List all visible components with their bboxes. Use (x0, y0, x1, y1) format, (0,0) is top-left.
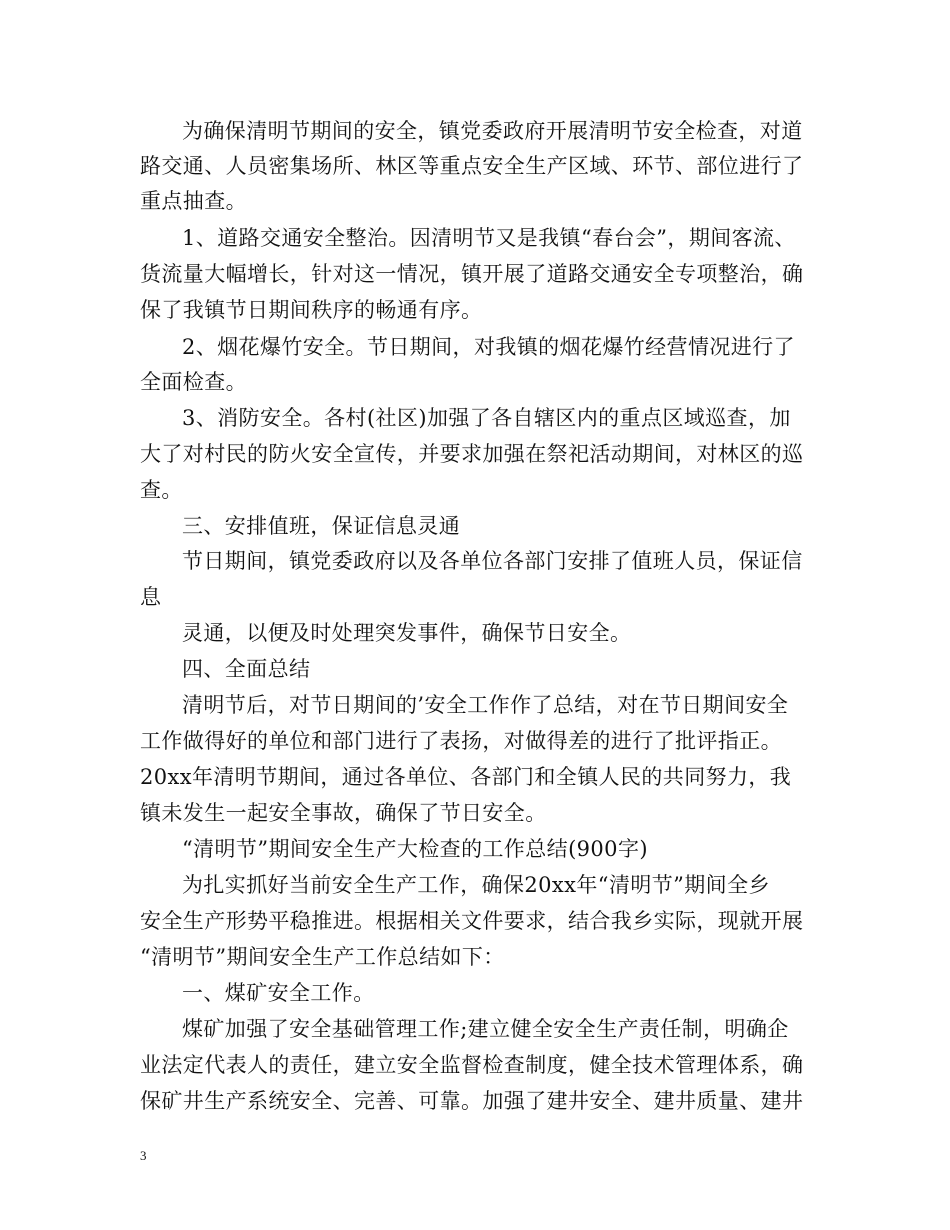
paragraph-line: “清明节”期间安全生产工作总结如下： (140, 945, 505, 969)
section-heading: 四、全面总结 (182, 657, 311, 681)
paragraph-line: 大了对村民的防火安全宣传，并要求加强在祭祀活动期间，对林区的巡 (140, 442, 804, 466)
paragraph-line: 2、烟花爆竹安全。节日期间，对我镇的烟花爆竹经营情况进行了 (182, 335, 795, 359)
paragraph-line: 1、道路交通安全整治。因清明节又是我镇“春台会”，期间客流、 (182, 226, 796, 250)
paragraph-line: 工作做得好的单位和部门进行了表扬，对做得差的进行了批评指正。 (140, 729, 782, 753)
paragraph-line: 20xx年清明节期间，通过各单位、各部门和全镇人民的共同努力，我 (140, 765, 792, 789)
paragraph-line: 路交通、人员密集场所、林区等重点安全生产区域、环节、部位进行了 (140, 154, 804, 178)
section-heading: 一、煤矿安全工作。 (182, 981, 375, 1005)
paragraph-line: 为扎实抓好当前安全生产工作，确保20xx年“清明节”期间全乡 (182, 873, 770, 897)
paragraph-line: 镇未发生一起安全事故，确保了节日安全。 (140, 801, 547, 825)
paragraph-line: 节日期间，镇党委政府以及各单位各部门安排了值班人员，保证信 (182, 549, 803, 573)
paragraph-line: 为确保清明节期间的安全，镇党委政府开展清明节安全检查，对道 (182, 119, 803, 143)
paragraph-line: 全面检查。 (140, 370, 247, 394)
paragraph-line: 3、消防安全。各村(社区)加强了各自辖区内的重点区域巡查，加 (182, 406, 791, 430)
paragraph-line: 业法定代表人的责任，建立安全监督检查制度，健全技术管理体系，确 (140, 1053, 804, 1077)
paragraph-line: 查。 (140, 478, 183, 502)
paragraph-line: 安全生产形势平稳推进。根据相关文件要求，结合我乡实际，现就开展 (140, 909, 804, 933)
page-number: 3 (140, 1148, 147, 1163)
paragraph-line: 保了我镇节日期间秩序的畅通有序。 (140, 298, 483, 322)
paragraph-line: 灵通，以便及时处理突发事件，确保节日安全。 (182, 621, 632, 645)
paragraph-line: 煤矿加强了安全基础管理工作;建立健全安全生产责任制，明确企 (182, 1017, 789, 1041)
paragraph-line: 清明节后，对节日期间的’安全工作作了总结，对在节日期间安全 (182, 693, 789, 717)
section-heading: 三、安排值班，保证信息灵通 (182, 514, 461, 538)
paragraph-line: 息 (140, 585, 162, 609)
paragraph-line: 货流量大幅增长，针对这一情况，镇开展了道路交通安全专项整治，确 (140, 262, 804, 286)
document-subtitle: “清明节”期间安全生产大检查的工作总结(900字) (182, 837, 648, 861)
paragraph-line: 保矿井生产系统安全、完善、可靠。加强了建井安全、建井质量、建井 (140, 1089, 804, 1113)
paragraph-line: 重点抽查。 (140, 189, 247, 213)
